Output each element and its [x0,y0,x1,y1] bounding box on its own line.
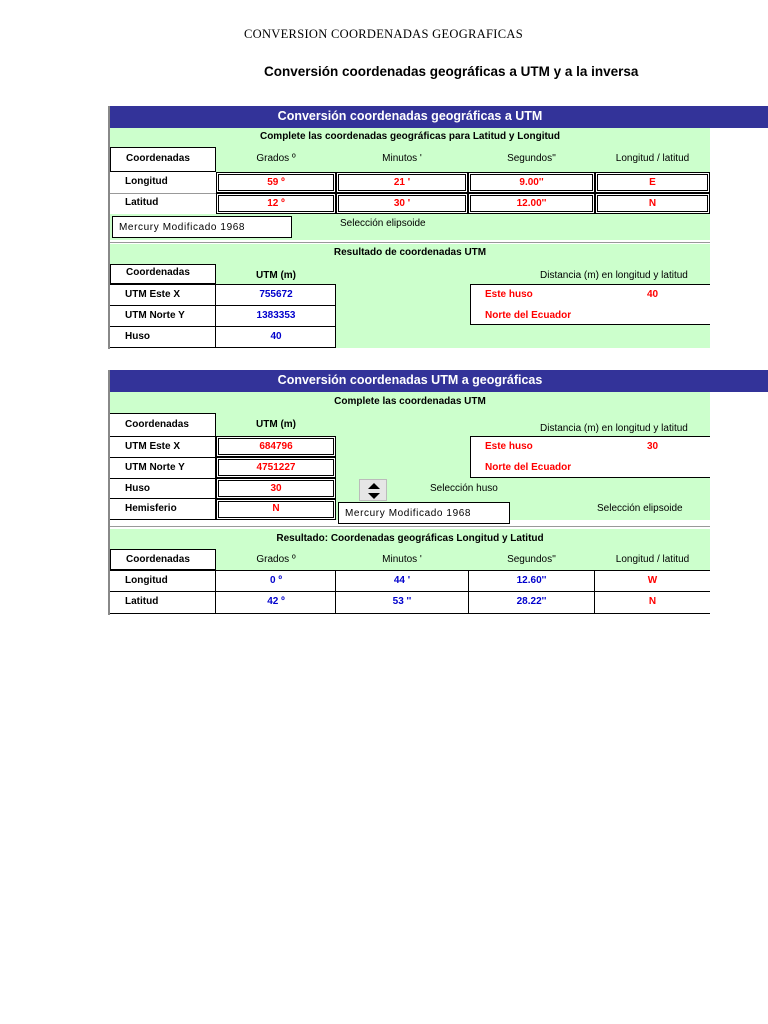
section1-norte-label: Norte del Ecuador [485,310,572,321]
section1-col-dir: Longitud / latitud [615,153,690,164]
section2-col-coordenadas: Coordenadas [125,419,189,430]
row-divider [110,305,336,306]
section1-ellipsoid-label: Selección elipsoide [340,218,426,229]
section2-header: Conversión coordenadas UTM a geográficas [110,370,768,392]
hemisferio-input[interactable]: N [216,499,336,520]
section1-instruction: Complete las coordenadas geográficas para Latitud y Longitud [259,131,561,142]
row-divider [110,498,216,499]
latitud-dir-input[interactable]: N [595,193,710,214]
latitud-segundos-input[interactable]: 12.00'' [468,193,595,214]
result-latitud-grados: 42 º [267,596,285,607]
result-longitud-grados: 0 º [270,575,282,586]
result-latitud-segundos: 28.22'' [516,596,547,607]
section2-hemisferio-label: Hemisferio [125,503,177,514]
section1-result-green [336,284,470,348]
section2-result-col-segundos: Segundos'' [507,554,556,565]
latitud-grados-input[interactable]: 12 º [216,193,336,214]
section2-este-huso-label: Este huso [485,441,533,452]
section2-huso-label: Huso [125,483,150,494]
section1-result-col-coordenadas: Coordenadas [110,264,216,284]
section1-col-segundos: Segundos'' [507,153,556,164]
section1-result-title: Resultado de coordenadas UTM [333,247,487,258]
longitud-dir-input[interactable]: E [595,172,710,193]
longitud-minutos-input[interactable]: 21 ' [336,172,468,193]
result-latitud-minutos: 53 '' [392,596,412,607]
section2-ellipsoid-select[interactable]: Mercury Modificado 1968 [338,502,510,524]
section2-result-col-coordenadas: Coordenadas [110,549,216,570]
section1-col-minutos: Minutos ' [382,153,422,164]
section2-result-title: Resultado: Coordenadas geográficas Longitud y Latitud [276,533,544,544]
section2-norte-label: UTM Norte Y [125,462,185,473]
section2-result-col-minutos: Minutos ' [382,554,422,565]
result-latitud-dir: N [648,596,657,607]
spinner-arrows-icon [360,480,388,502]
section1-header: Conversión coordenadas geográficas a UTM [110,106,768,128]
section1-result-col-utm: UTM (m) [256,270,296,281]
section2-distance-label: Distancia (m) en longitud y latitud [540,423,688,434]
section2-row-latitud-label: Latitud [125,596,159,607]
section1-este-huso-label: Este huso [485,289,533,300]
longitud-segundos-input[interactable]: 9.00'' [468,172,595,193]
row-divider [110,478,216,479]
section2-norte-label: Norte del Ecuador [485,462,572,473]
huso-input[interactable]: 30 [216,478,336,499]
utm-este-input[interactable]: 684796 [216,436,336,457]
utm-norte-input[interactable]: 4751227 [216,457,336,478]
section1-result-este-label: UTM Este X [125,289,181,300]
section2-col-utm: UTM (m) [256,419,296,430]
section-divider [110,526,710,527]
result-longitud-dir: W [647,575,658,586]
section2-huso-select-label: Selección huso [430,483,498,494]
result-longitud-segundos: 12.60'' [516,575,547,586]
longitud-grados-input[interactable]: 59 º [216,172,336,193]
section1-result-green-right [470,325,710,348]
section2-este-label: UTM Este X [125,441,181,452]
section1-row-latitud-label: Latitud [125,197,159,208]
section1-row-longitud-label: Longitud [125,176,168,187]
section2-row-longitud-label: Longitud [125,575,168,586]
row-divider [110,591,710,592]
huso-spinner[interactable] [359,479,387,501]
section1-result-norte-value: 1383353 [256,310,296,321]
latitud-minutos-input[interactable]: 30 ' [336,193,468,214]
row-divider [110,193,216,194]
section2-este-huso-value: 30 [646,441,659,452]
result-longitud-minutos: 44 ' [393,575,411,586]
section2-ellipsoid-label: Selección elipsoide [597,503,683,514]
section1-col-coordenadas: Coordenadas [110,147,216,172]
section1-result-huso-label: Huso [125,331,150,342]
section2-result-col-grados: Grados º [256,554,296,565]
section-divider [110,242,710,243]
section2-instruction: Complete las coordenadas UTM [334,396,486,407]
section1-instruction-band [110,128,710,146]
section1-col-grados: Grados º [256,153,296,164]
section1-este-huso-value: 40 [646,289,659,300]
row-divider [110,457,216,458]
section1-result-huso-value: 40 [270,331,282,342]
section1-result-norte-label: UTM Norte Y [125,310,185,321]
page-subtitle: Conversión coordenadas geográficas a UTM y a la inversa [264,64,639,79]
row-divider [110,326,336,327]
section1-result-este-value: 755672 [259,289,293,300]
section2-result-col-dir: Longitud / latitud [615,554,690,565]
section1-result-distance-label: Distancia (m) en longitud y latitud [540,270,688,281]
section1-ellipsoid-select[interactable]: Mercury Modificado 1968 [112,216,292,238]
row-divider [110,436,216,437]
